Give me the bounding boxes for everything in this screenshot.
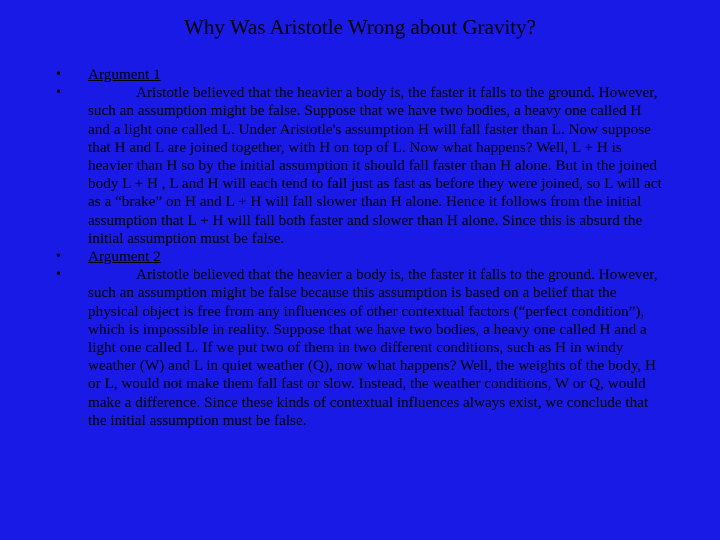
list-item-argument-2-body <box>56 266 666 430</box>
list-item-argument-2-heading <box>56 248 666 266</box>
bullet-icon: • <box>56 267 61 283</box>
list-item-argument-1-heading <box>56 66 666 84</box>
bullet-icon: • <box>56 67 61 82</box>
bullet-icon: • <box>56 85 61 101</box>
argument-2-heading: Argument 2 <box>88 248 161 266</box>
argument-1-heading: Argument 1 <box>88 66 161 83</box>
argument-2-body: Aristotle believed that the heavier a body is, the faster it falls to the ground. However, such an assumption might be false because this assumption is based on a belief that the physical object is free from any influences of other contextual factors (“perfect condition”), which is impossible in reality. Suppose that we have two bodies, a heavy one called H and a light one called L. If we put two of them in two different conditions, such as H in windy weather (W) and L in quiet weather (Q), now what happens? Well, the weights of the body, H or L, would not make them fall fast or slow. Instead, the weather conditions, W or Q, would make a difference. Since these kinds of contextual influences always exist, we conclude that the initial assumption must be false. <box>88 266 658 429</box>
bullet-list <box>56 66 666 430</box>
list-item-argument-1-body <box>56 84 666 248</box>
argument-1-body: Aristotle believed that the heavier a body is, the faster it falls to the ground. However, such an assumption might be false. Suppose that we have two bodies, a heavy one called H and a light one called L. Under Aristotle's assumption H will fall faster than L. Now suppose that H and L are joined together, with H on top of L. Now what happens? Well, L + H is heavier than H so by the initial assumption it should fall faster than H alone. But in the joined body L + H , L and H will each tend to fall just as fast as before they were joined, so L will act as a “brake” on H and L + H will fall slower than H alone. Hence it follows from the initial assumption that L + H will fall both faster and slower than H alone. Since this is absurd the initial assumption must be false. <box>88 84 662 247</box>
slide-title: Why Was Aristotle Wrong about Gravity? <box>184 15 536 39</box>
bullet-icon: • <box>56 249 61 265</box>
